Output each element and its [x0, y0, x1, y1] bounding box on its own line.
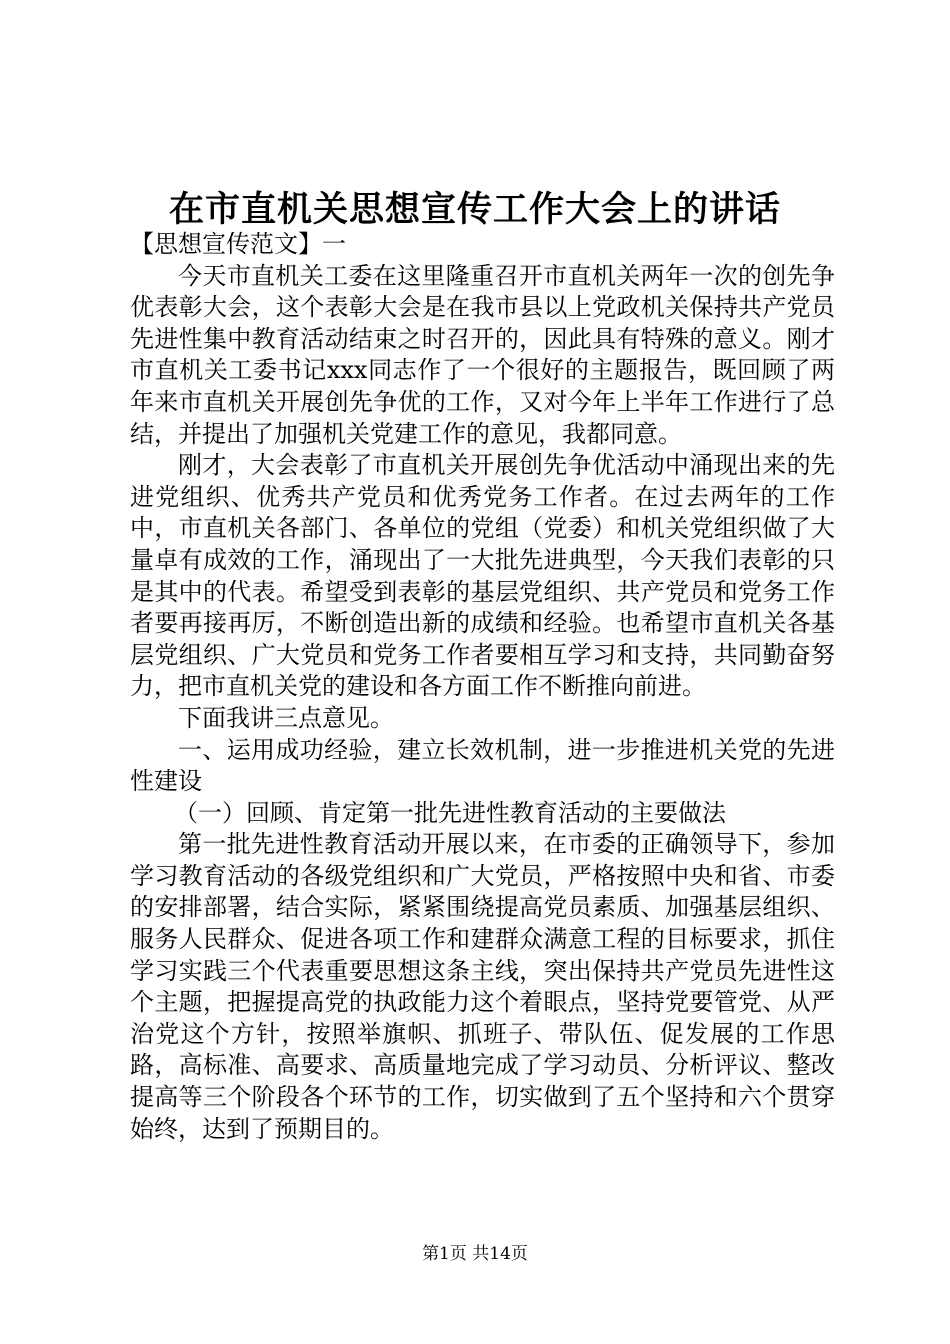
subsection-heading-one: （一）回顾、肯定第一批先进性教育活动的主要做法	[174, 798, 726, 827]
paragraph-opening: 今天市直机关工委在这里隆重召开市直机关两年一次的创先争优表彰大会，这个表彰大会是在我市县以上党政机关保持共产党员先进性集中教育活动结束之时召开的，因此具有特殊的意义。刚才市直机关工委书记xxx同志作了一个很好的主题报告，既回顾了两年来市直机关开展创先争优的工作，又对今年上半年工作进行了总结，并提出了加强机关党建工作的意见，我都同意。	[130, 261, 835, 448]
document-body	[130, 229, 835, 1145]
section-heading-one: 一、运用成功经验，建立长效机制，进一步推进机关党的先进性建设	[130, 735, 835, 796]
page-number: 第1页 共14页	[422, 1244, 528, 1264]
paragraph-commendation: 刚才，大会表彰了市直机关开展创先争优活动中涌现出来的先进党组织、优秀共产党员和优秀党务工作者。在过去两年的工作中，市直机关各部门、各单位的党组（党委）和机关党组织做了大量卓有成效的工作，涌现出了一大批先进典型，今天我们表彰的只是其中的代表。希望受到表彰的基层党组织、共产党员和党务工作者要再接再厉，不断创造出新的成绩和经验。也希望市直机关各基层党组织、广大党员和党务工作者要相互学习和支持，共同勤奋努力，把市直机关党的建设和各方面工作不断推向前进。	[130, 451, 835, 701]
document-title: 在市直机关思想宣传工作大会上的讲话	[168, 189, 781, 230]
category-line: 【思想宣传范文】一	[130, 230, 346, 258]
paragraph-three-points: 下面我讲三点意见。	[178, 703, 394, 732]
paragraph-first-batch: 第一批先进性教育活动开展以来，在市委的正确领导下，参加学习教育活动的各级党组织和广大党员，严格按照中央和省、市委的安排部署，结合实际，紧紧围绕提高党员素质、加强基层组织、服务人民群众、促进各项工作和建群众满意工程的目标要求，抓住学习实践三个代表重要思想这条主线，突出保持共产党员先进性这个主题，把握提高党的执政能力这个着眼点，坚持党要管党、从严治党这个方针，按照举旗帜、抓班子、带队伍、促发展的工作思路，高标准、高要求、高质量地完成了学习动员、分析评议、整改提高等三个阶段各个环节的工作，切实做到了五个坚持和六个贯穿始终，达到了预期目的。	[130, 830, 835, 1143]
